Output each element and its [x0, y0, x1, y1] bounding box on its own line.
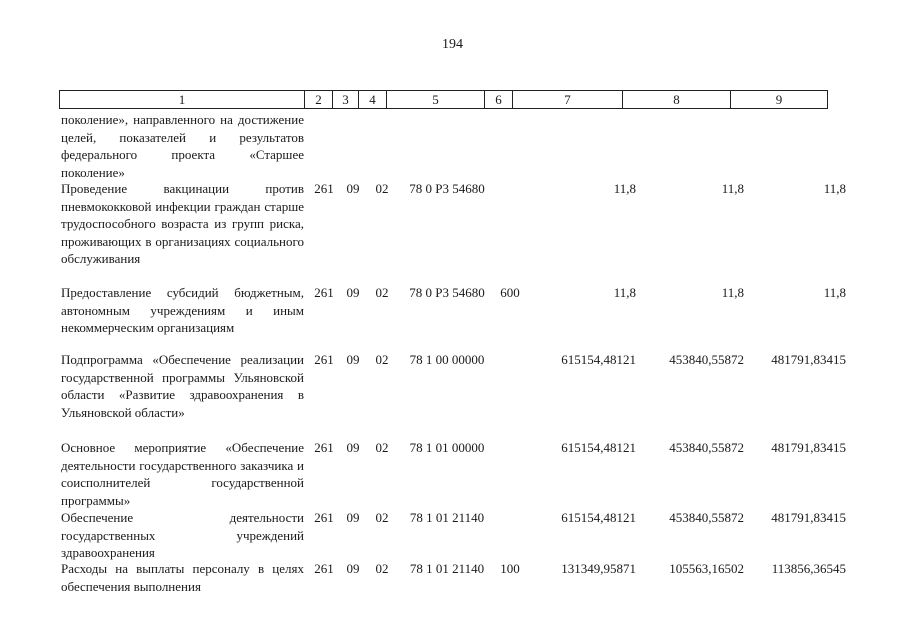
page-number: 194 — [442, 37, 463, 52]
row-admin-code: 261 — [314, 352, 334, 367]
row-amount-2: 453840,55872 — [669, 440, 744, 455]
column-header-7: 7 — [513, 91, 623, 109]
row-amount-3: 11,8 — [823, 285, 846, 300]
row-description: Проведение вакцинации против пневмококковой инфекции граждан старше трудоспособного возраста из групп риска, проживающих в организациях социального обслуживания — [61, 181, 304, 266]
row-amount-2: 453840,55872 — [669, 510, 744, 525]
row-amount-1: 131349,95871 — [561, 561, 636, 576]
row-amount-2: 453840,55872 — [669, 352, 744, 367]
row-expense-type: 100 — [500, 561, 520, 576]
row-target-code: 78 0 P3 54680 — [409, 181, 485, 196]
row-section: 09 — [346, 352, 360, 367]
row-admin-code: 261 — [314, 285, 334, 300]
row-amount-1: 11,8 — [613, 285, 636, 300]
row-amount-3: 11,8 — [823, 181, 846, 196]
row-amount-1: 615154,48121 — [561, 352, 636, 367]
row-admin-code: 261 — [314, 510, 334, 525]
row-admin-code: 261 — [314, 440, 334, 455]
row-description: Основное мероприятие «Обеспечение деятельности государственного заказчика и соисполнителей государственной программы» — [61, 440, 304, 508]
row-subsection: 02 — [375, 440, 389, 455]
row-target-code: 78 1 01 21140 — [409, 510, 485, 525]
row-amount-2: 11,8 — [721, 181, 744, 196]
row-target-code: 78 1 01 00000 — [409, 440, 485, 455]
column-header-2: 2 — [305, 91, 333, 109]
row-description: Подпрограмма «Обеспечение реализации государственной программы Ульяновской области «Развитие здравоохранения в Ульяновской области» — [61, 352, 304, 420]
column-header-8: 8 — [623, 91, 731, 109]
column-header-4: 4 — [359, 91, 387, 109]
row-amount-1: 615154,48121 — [561, 440, 636, 455]
row-section: 09 — [346, 285, 360, 300]
row-subsection: 02 — [375, 510, 389, 525]
row-subsection: 02 — [375, 352, 389, 367]
row-section: 09 — [346, 510, 360, 525]
row-description: Обеспечение деятельности государственных учреждений здравоохранения — [61, 510, 304, 560]
row-description: Расходы на выплаты персоналу в целях обеспечения выполнения — [61, 561, 304, 594]
row-subsection: 02 — [375, 285, 389, 300]
row-amount-3: 113856,36545 — [771, 561, 846, 576]
row-amount-1: 11,8 — [613, 181, 636, 196]
column-header-1: 1 — [60, 91, 305, 109]
row-description: поколение», направленного на достижение целей, показателей и результатов федерального проекта «Старшее поколение» — [61, 112, 304, 180]
row-amount-3: 481791,83415 — [771, 352, 846, 367]
column-header-table — [59, 90, 828, 109]
row-admin-code: 261 — [314, 181, 334, 196]
row-amount-3: 481791,83415 — [771, 440, 846, 455]
row-target-code: 78 1 00 00000 — [409, 352, 485, 367]
row-amount-2: 105563,16502 — [669, 561, 744, 576]
column-header-6: 6 — [485, 91, 513, 109]
row-expense-type: 600 — [500, 285, 520, 300]
row-target-code: 78 0 P3 54680 — [409, 285, 485, 300]
row-section: 09 — [346, 561, 360, 576]
row-subsection: 02 — [375, 181, 389, 196]
column-header-9: 9 — [731, 91, 828, 109]
row-subsection: 02 — [375, 561, 389, 576]
row-amount-3: 481791,83415 — [771, 510, 846, 525]
row-amount-2: 11,8 — [721, 285, 744, 300]
row-section: 09 — [346, 440, 360, 455]
column-header-3: 3 — [333, 91, 359, 109]
row-section: 09 — [346, 181, 360, 196]
row-amount-1: 615154,48121 — [561, 510, 636, 525]
row-target-code: 78 1 01 21140 — [409, 561, 485, 576]
row-admin-code: 261 — [314, 561, 334, 576]
row-description: Предоставление субсидий бюджетным, автономным учреждениям и иным некоммерческим организациям — [61, 285, 304, 335]
column-header-5: 5 — [387, 91, 485, 109]
